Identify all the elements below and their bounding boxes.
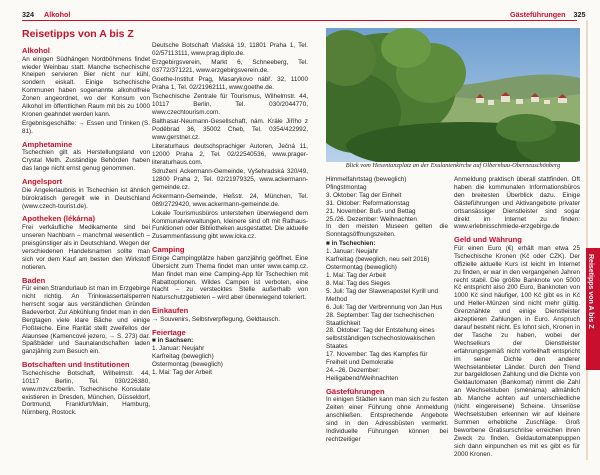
holiday-item: 8. Mai: Tag des Sieges [326,279,391,287]
left-running-header [22,10,70,19]
holiday-item: 3. Oktober: Tag der Einheit [326,191,402,199]
heading-camping: Camping [152,245,185,255]
text-sonntagsoeffnung: In den meisten Museen gelten die Sonntagsöffnungszeiten. [326,223,448,239]
text-angelsport: Die Angelerlaubnis in Tschechien ist ähnlich bürokratisch geregelt wie in Deutschland (www.czech-tourist.de). [22,186,150,210]
chapter-side-tab-label: Reisetipps von A bis Z [587,254,594,329]
holiday-item: 1. Januar: Neujahr [152,345,205,353]
holiday-item: Ostermontag (beweglich) [326,264,397,272]
column-2 [152,42,308,377]
text-baden: Für einen Strandurlaub ist man im Erzgebirge nicht richtig. An Trinkwassertalsperren herrscht sogar aus verständlichen Gründen Badeverbot. Zur Abkühlung findet man in den Bergtagen viele klare Bäche und einige Floßteiche. Eine Rarität stellt zweifellos der Alaunsee (Kamencové jezero, → S. 273) dar. Spaßbäder und Saunalandschaften laden ganzjährig zum Besuch ein. [22,285,150,356]
holiday-item: Karfreitag (beweglich, neu seit 2016) [326,256,430,264]
text-einkaufen: → Souvenirs, Selbstverpflegung, Geldtausch. [152,315,281,323]
text-tourismusbueros: Lokale Tourismusbüros unterstehen überwiegend dem Kommunalverwaltungen, kleinere sind oft mit Rathaus-Funktionen oder Bibliotheken ausgestattet. Die aktuelle Zusammenfassung gibt www.icka.cz. [152,209,308,241]
holiday-item: 1. Januar: Neujahr [326,248,379,256]
holiday-item: 24.–26. Dezember: Heiligabend/Weihnachten [326,366,399,382]
right-header-title: Gästeführungen [510,10,566,19]
heading-angelsport: Angelsport [22,177,63,187]
holiday-item: 5. Juli: Tag der Slawenapostel Kyrill und Method [326,287,439,303]
text-balthasar-neumann: Balthasar-Neumann-Gesellschaft, nám. Krále Jiřího z Poděbrad 36, 35002 Cheb, Tel. 0354/422992, www.gerstner.cz. [152,117,308,141]
holiday-item: 25./26. Dezember: Weihnachten [326,215,417,223]
holiday-item: 21. November: Buß- und Bettag [326,207,416,215]
heading-einkaufen: Einkaufen [152,306,189,316]
holiday-item: Himmelfahrtstag (beweglich) [326,176,407,183]
heading-feiertage: Feiertage [152,327,186,337]
landscape-illustration [326,28,580,162]
holiday-item: Karfreitag (beweglich) [152,353,214,361]
holiday-item: 1. Mai: Tag der Arbeit [326,272,386,280]
left-page-number: 324 [22,10,34,19]
holiday-item: 31. Oktober: Reformationstag [326,199,410,207]
text-apotheken: Frei verkäufliche Medikamente sind bei unseren Nachbarn – manchmal wesentlich – preisgünstiger als in Deutschland. Wegen der verschiedenen Handelsnamen sollte man sich vor dem Kauf am besten den Wirkstoff notieren. [22,224,150,271]
holiday-item: Pfingstmontag [326,183,367,191]
heading-baden: Baden [22,275,46,285]
text-geld-waehrung: Für einen Euro (€) erhält man etwa 25 Tschechische Kronen (Kč oder CZK). Der offizielle aktuelle Kurs ist leicht im Internet zu finden, er war in den vergangenen Jahren recht stabil. Die größte Banknote von 5000 Kč entspricht also 200 Euro, Banknoten von 1000 Kč sind häufiger, 100 Kč gibt es in Kč und Heller-Münzen sind nicht mehr gültig. Grenznähkte und einige Dienstleister akzeptieren Zahlungen in Euro. Anspruch darauf besteht nicht. Es lohnt sich, Kronen in der Tasche zu haben, wobei der Wechselkurs der Dienstleister erfahrungsgemäß nicht vorteilhaft entspricht im seiner Dichte den anderer Wechselanbieter Länder. Durch den Trend zur bargeldlosen Zahlung und die Dichte von Geldautomaten (Bankomat) nimmt die Zahl an Wechselstuben (směnárna) allmählich ab. Manche achten auf unterschiedliche (nicht eingereisene) Scheine. Unseriöse Wechselstuben erkennen wir auf kleinere Summen erhebliche Zuschläge. Groß beworbene Gratisurschrilse erreichen ihren Zweck zu finden. Geldautomatenpuppen sich dann einpunchen es mit es gibt es für 2000 Kronen. [454,244,580,458]
text-botschaften: Tschechische Botschaft, Wilhelmstr. 44, 10117 Berlin, Tel. 030/226380, www.mzv.cz/berlin. Tschechische Konsulate existieren in Dresden, München, Düsseldorf, Dortmund, Frankfurt/Main, Hamburg, Nürnberg, Rostock. [22,369,150,417]
text-ackermann-gemeinde: Ackermann-Gemeinde, Heßstr. 24, München, Tel. 089/2729420, www.ackermann-gemeinde.de. [152,192,308,208]
text-amphetamine: Tschechien gilt als Herstellungsland von Crystal Meth. Zuständige Behörden haben das lange nicht ernst genug genommen. [22,149,150,173]
column-4 [454,176,580,460]
photo-caption: Blick vom Hexentanzplatz an der Exulantenkirche auf Olbernhau-Oberneuschönberg [345,162,561,169]
text-camping: Einige Campingplätze haben ganzjährig geöffnet. Eine Übersicht zum Thema findet man unter www.camp.cz. Man findet man eine Camping-App für Tschechien mit Rabattoptionen. Wildes Campen ist verboten, eine Nacht – zu verstecktes Stelle außerhalb von Naturschutzgebieten – wird aber überwiegend toleriert. [152,254,308,302]
heading-geld-waehrung: Geld und Währung [454,235,522,245]
heading-botschaften: Botschaften und Institutionen [22,360,130,370]
landscape-photo [326,28,580,162]
heading-gaestefuehrungen: Gästeführungen [326,386,385,396]
holiday-item: 28. Oktober: Tag der Entstehung eines selbstständigen tschechoslowakischen Staates [326,327,435,351]
left-header-title: Alkohol [44,10,71,19]
text-alkohol: An einigen Südhängen Nordböhmens findet wieder Weinbau statt. Manche tschechische Kneipen servieren Bier nicht nur kühl, sondern eiskalt. Einige tschechische Kommunen haben sogenannte alkoholfreie Zonen angeordnet, wo der Konsum von Alkohol im öffentlichen Raum mit bis zu 1000 Kronen geahndet werden kann. [22,55,150,118]
heading-amphetamine: Amphetamine [22,139,73,149]
text-goethe-institut: Goethe-Institut Prag, Masarykovo nábř. 32, 11000 Praha 1, Tel. 02/21962111, www.goethe.de. [152,76,308,91]
text-alkohol-ref: Ergebnisgeschäfte: → Essen und Trinken (S. 81). [22,120,150,135]
side-margin-line [586,20,588,460]
text-gaestefuehrungen-cont: Anmeldung praktisch überall stattfinden. Oft haben die kommunalen Informationsbüros den breitesten Überblick dazu. Einige Gästeführungen und Aktivangebote privater ortsansässiger Dienstleister sind sogar direkt im Internet zu finden: www.erlebnisschmiede-erzgebirge.de [454,176,580,231]
holiday-item: 1. Mai: Tag der Arbeit [152,369,212,376]
holiday-item: Ostermontag (beweglich) [152,361,223,369]
heading-alkohol: Alkohol [22,46,50,55]
heading-apotheken: Apotheken (lékárna) [22,214,96,224]
text-literaturhaus: Literaturhaus deutschsprachiger Autoren, Ječná 11, 12000 Praha 2, Tel. 02/22540536, www.prager-literaturhaus.com. [152,142,308,166]
text-sdruzeni-ackermann: Sdružení Ackermann-Gemeinde, Vyšehradská 320/49, 12800 Praha 2, Tel. 02/21979325, www.ackermann-gemeinde.cz. [152,167,308,191]
feiertage-sachsen-label: ■ in Sachsen: [152,337,194,345]
text-deutsche-botschaft: Deutsche Botschaft Vlašská 19, 11801 Praha 1, Tel. 02/57113111, www.prag.diplo.de. [152,42,308,57]
holiday-item: 6. Juli: Tag der Verbrennung von Jan Hus [326,303,443,311]
text-erzgebirgsverein: Erzgebirgsverein, Markt 6, Schneeberg, Tel. 03772/371221, www.erzgebirgsverein.de. [152,59,308,74]
holiday-item: 28. September: Tag der tschechischen Staatlichkeit [326,311,435,327]
section-title: Reisetipps von A bis Z [22,28,134,40]
column-3 [326,176,448,445]
right-running-header [510,10,586,19]
text-tourismus-zentrale: Tschechische Zentrale für Tourismus, Wilhelmstr. 44, 10117 Berlin, Tel. 030/2044770, www.czechtourism.com. [152,93,308,116]
holiday-item: 17. November: Tag des Kampfes für Freiheit und Demokratie [326,351,428,367]
column-1 [22,42,150,418]
header-rule [22,20,577,21]
right-page-number: 325 [573,10,586,19]
chapter-side-tab [586,248,600,370]
text-gaestefuehrungen: In einigen Städten kann man sich zu festen Zeiten einer Führung ohne Anmeldung anschließen. Entsprechende Angebote sind in den Adressbüsten vermerkt. Individuelle Führungen können bei rechtzeitiger [326,396,448,443]
feiertage-tschechien-label: ■ in Tschechien: [326,240,376,248]
